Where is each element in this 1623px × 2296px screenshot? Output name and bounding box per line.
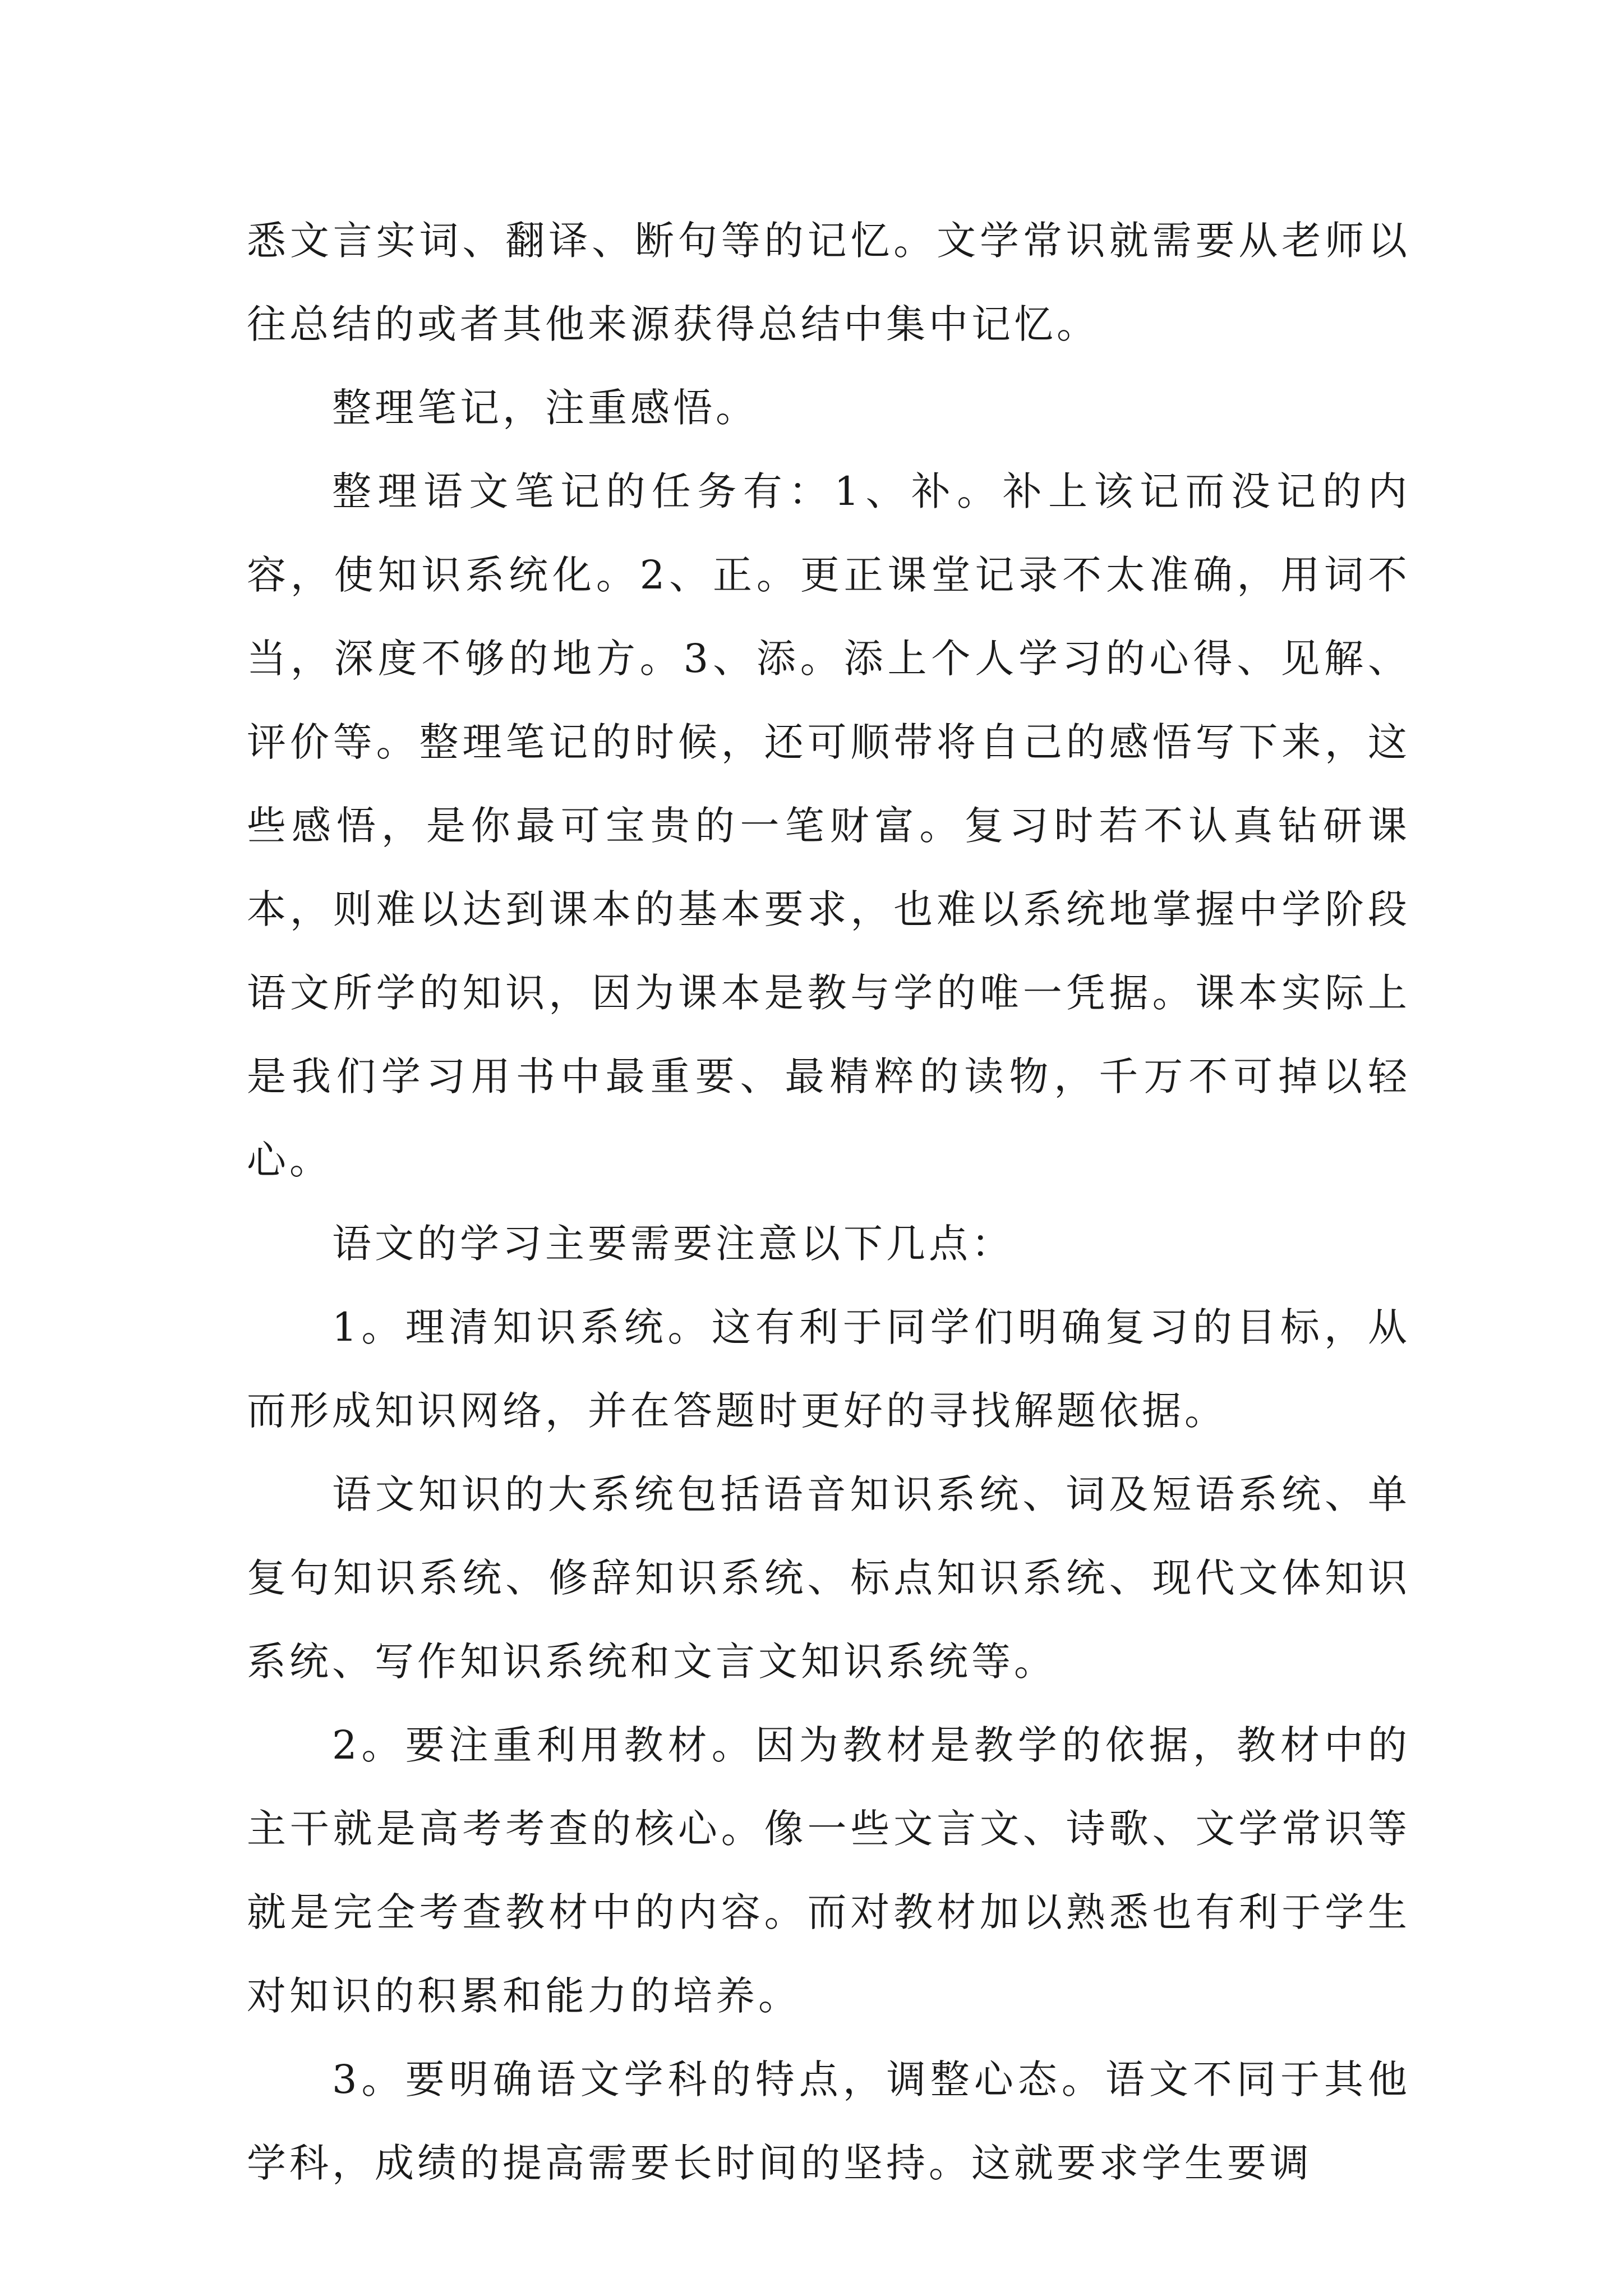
paragraph-point-1: 1。理清知识系统。这有利于同学们明确复习的目标，从而形成知识网络，并在答题时更好的寻找解题依据。 <box>247 1304 1410 1434</box>
paragraph-point-3: 3。要明确语文学科的特点，调整心态。语文不同于其他学科，成绩的提高需要长时间的坚持。这就要求学生要调 <box>247 2056 1410 2186</box>
paragraph-notes-tasks: 整理语文笔记的任务有：1、补。补上该记而没记的内容，使知识系统化。2、正。更正课堂记录不太准确，用词不当，深度不够的地方。3、添。添上个人学习的心得、见解、评价等。整理笔记的时候，还可顺带将自己的感悟写下来，这些感悟，是你最可宝贵的一笔财富。复习时若不认真钻研课本，则难以达到课本的基本要求，也难以系统地掌握中学阶段语文所学的知识，因为课本是教与学的唯一凭据。课本实际上是我们学习用书中最重要、最精粹的读物，千万不可掉以轻心。 <box>247 468 1410 1183</box>
body-text <box>247 199 1410 2205</box>
paragraph-knowledge-system: 语文知识的大系统包括语音知识系统、词及短语系统、单复句知识系统、修辞知识系统、标点知识系统、现代文体知识系统、写作知识系统和文言文知识系统等。 <box>247 1471 1410 1685</box>
paragraph-point-2: 2。要注重利用教材。因为教材是教学的依据，教材中的主干就是高考考查的核心。像一些文言文、诗歌、文学常识等就是完全考查教材中的内容。而对教材加以熟悉也有利于学生对知识的积累和能力的培养。 <box>247 1722 1410 2019</box>
paragraph-heading-notes: 整理笔记，注重感悟。 <box>332 385 758 431</box>
paragraph-continuation: 悉文言实词、翻译、断句等的记忆。文学常识就需要从老师以往总结的或者其他来源获得总结中集中记忆。 <box>247 218 1410 347</box>
paragraph-key-points-intro: 语文的学习主要需要注意以下几点： <box>332 1221 1014 1267</box>
